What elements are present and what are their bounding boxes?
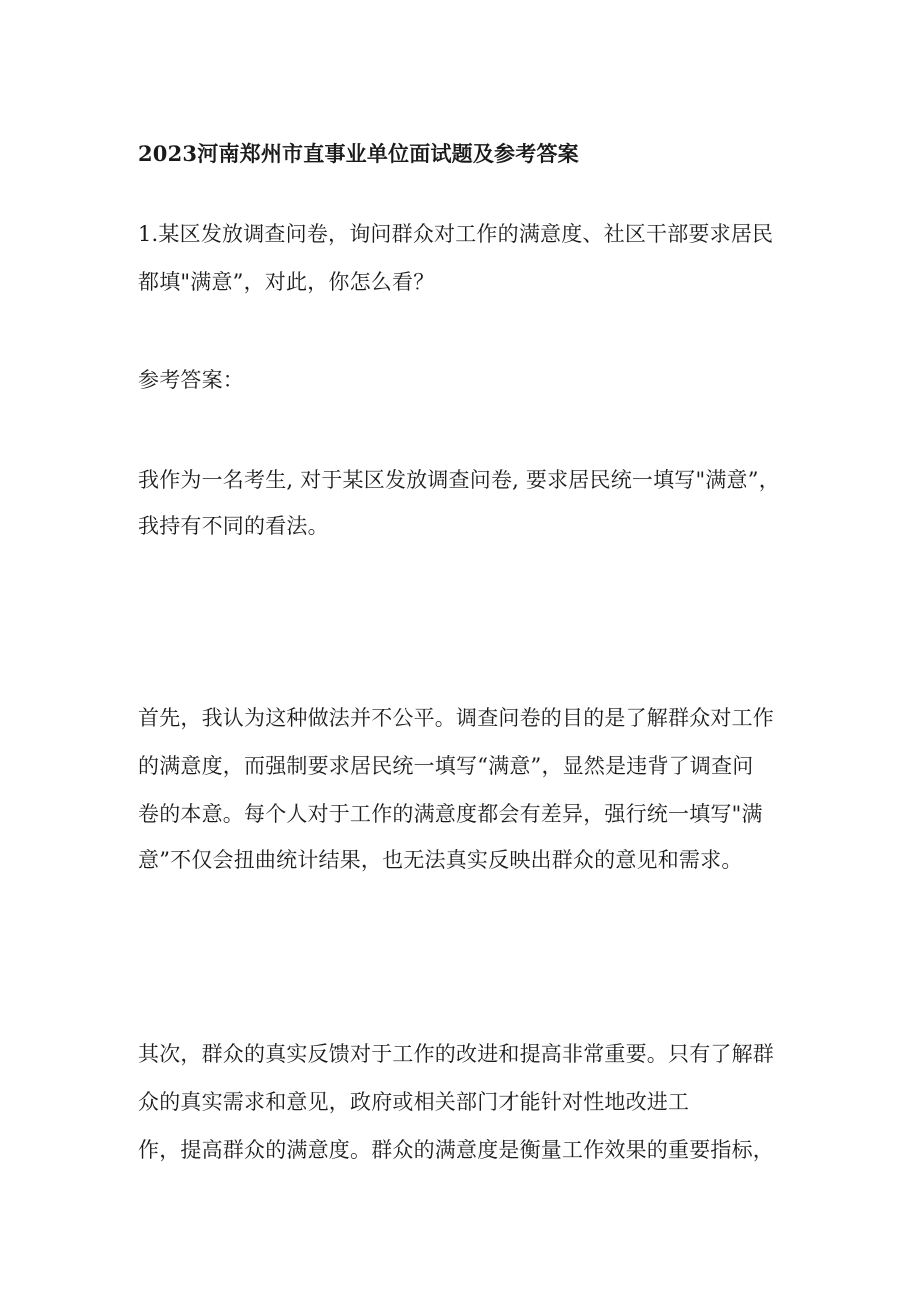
answer-label: 参考答案： (138, 368, 244, 392)
document-title: 2023河南郑州市直事业单位面试题及参考答案 (138, 141, 579, 166)
first-point-line-2: 的满意度，而强制要求居民统一填写“满意”，显然是违背了调查问 (138, 754, 754, 778)
intro-line-1: 我作为一名考生, 对于某区发放调查问卷, 要求居民统一填写"满意”， (138, 468, 780, 492)
first-point-line-1: 首先，我认为这种做法并不公平。调查问卷的目的是了解群众对工作 (138, 706, 774, 730)
second-point-line-3: 作，提高群众的满意度。群众的满意度是衡量工作效果的重要指标， (138, 1138, 774, 1162)
second-point-line-1: 其次，群众的真实反馈对于工作的改进和提高非常重要。只有了解群 (138, 1042, 774, 1066)
question-line-1: 1.某区发放调查问卷，询问群众对工作的满意度、社区干部要求居民 (138, 222, 774, 246)
first-point-line-3: 卷的本意。每个人对于工作的满意度都会有差异，强行统一填写"满 (138, 802, 763, 826)
second-point-line-2: 众的真实需求和意见，政府或相关部门才能针对性地改进工 (138, 1090, 690, 1114)
intro-line-2: 我持有不同的看法。 (138, 514, 329, 538)
first-point-line-4: 意”不仅会扭曲统计结果，也无法真实反映出群众的意见和需求。 (138, 848, 743, 872)
question-line-2: 都填"满意”，对此，你怎么看？ (138, 270, 435, 294)
